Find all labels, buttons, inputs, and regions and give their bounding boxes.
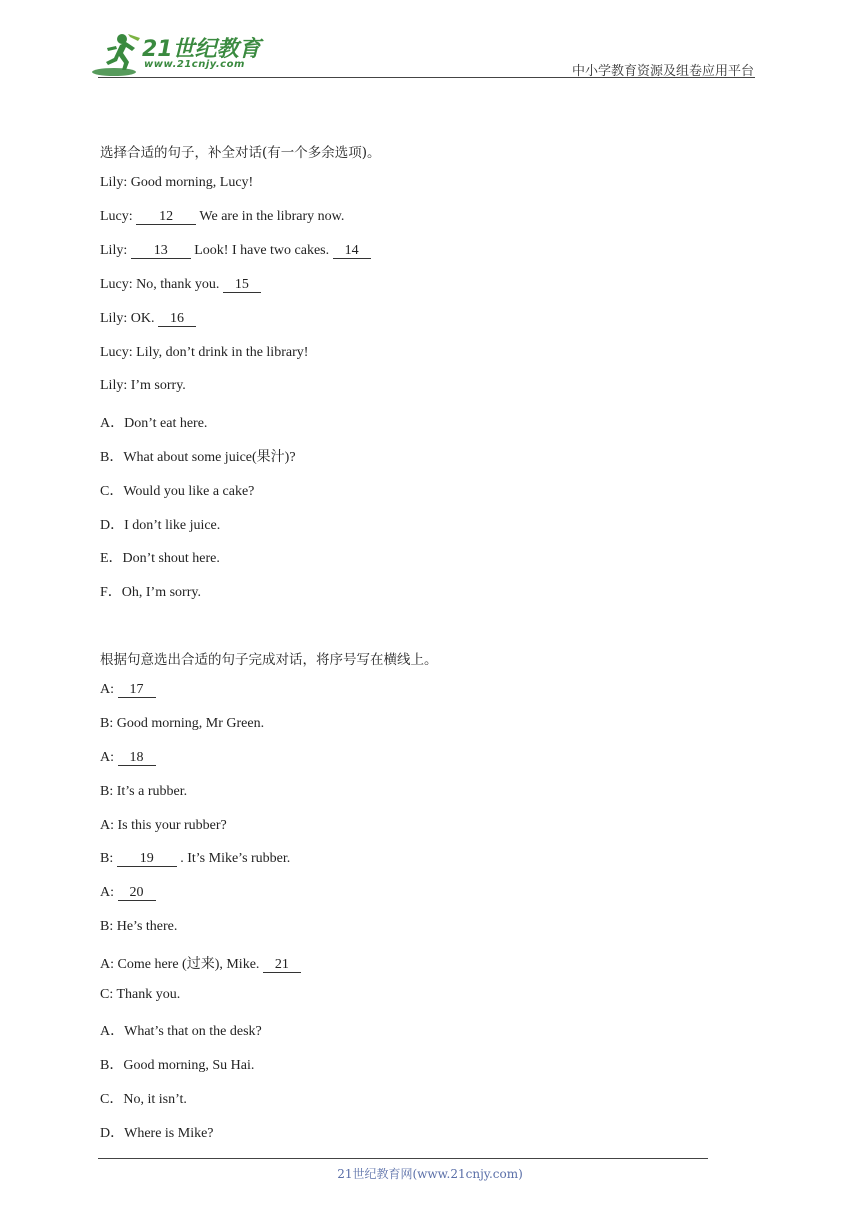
speaker-text: A: (100, 750, 118, 765)
dialogue-line (100, 243, 371, 259)
speaker-text: B: (100, 851, 117, 866)
option-item: B．Good morning, Su Hai. (100, 1058, 255, 1073)
dialogue-line: C: Thank you. (100, 987, 181, 1002)
section1-instruction: 选择合适的句子，补全对话(有一个多余选项)。 (100, 145, 381, 161)
footer-link[interactable]: 21世纪教育网(www.21cnjy.com) (337, 1167, 523, 1181)
answer-blank-17[interactable]: 17 (118, 683, 156, 698)
option-item: B．What about some juice(果汁)? (100, 450, 296, 465)
dialogue-text: Lily: OK. (100, 311, 158, 326)
platform-name: 中小学教育资源及组卷应用平台 (571, 64, 754, 79)
option-item: F．Oh, I’m sorry. (100, 585, 201, 600)
dialogue-line (100, 277, 261, 293)
dialogue-text: Lucy: No, thank you. (100, 277, 223, 292)
answer-blank-14[interactable]: 14 (333, 244, 371, 259)
dialogue-line: Lily: I’m sorry. (100, 378, 186, 393)
logo-url: www.21cnjy.com (144, 59, 245, 70)
speaker-text: A: (100, 682, 118, 697)
dialogue-text: Look! I have two cakes. (194, 243, 333, 258)
option-item: A．What’s that on the desk? (100, 1024, 262, 1039)
dialogue-line: Lucy: Lily, don’t drink in the library! (100, 345, 309, 360)
dialogue-line (100, 851, 290, 867)
answer-blank-12[interactable]: 12 (136, 210, 196, 225)
dialogue-line (100, 750, 156, 766)
dialogue-line: B: Good morning, Mr Green. (100, 716, 265, 731)
answer-blank-15[interactable]: 15 (223, 278, 261, 293)
speaker-text: Lucy: (100, 209, 137, 224)
answer-blank-21[interactable]: 21 (263, 958, 301, 973)
answer-blank-13[interactable]: 13 (131, 244, 191, 259)
option-item: D．Where is Mike? (100, 1126, 214, 1141)
dialogue-line (100, 209, 344, 225)
answer-blank-18[interactable]: 18 (118, 751, 156, 766)
option-item: C．No, it isn’t. (100, 1092, 187, 1107)
option-item: D．I don’t like juice. (100, 518, 221, 533)
option-item: E．Don’t shout here. (100, 551, 220, 566)
dialogue-line (100, 885, 156, 901)
speaker-text: Lily: (100, 243, 131, 258)
option-item: C．Would you like a cake? (100, 484, 255, 499)
dialogue-line: B: He’s there. (100, 919, 178, 934)
speaker-text: A: (100, 885, 118, 900)
logo-title: 21世纪教育 (142, 37, 261, 62)
dialogue-line: Lily: Good morning, Lucy! (100, 175, 254, 190)
header-divider (98, 77, 755, 78)
dialogue-line (100, 682, 156, 698)
site-logo[interactable] (92, 32, 262, 78)
answer-blank-16[interactable]: 16 (158, 312, 196, 327)
dialogue-line (100, 953, 301, 973)
section2-instruction: 根据句意选出合适的句子完成对话，将序号写在横线上。 (100, 652, 438, 668)
page-header (0, 0, 860, 90)
dialogue-line: A: Is this your rubber? (100, 818, 227, 833)
dialogue-line (100, 311, 196, 327)
answer-blank-19[interactable]: 19 (117, 852, 177, 867)
footer-divider (98, 1158, 708, 1159)
dialogue-text: A: Come here (过来), Mike. (100, 957, 263, 972)
dialogue-line: B: It’s a rubber. (100, 784, 188, 799)
runner-logo-icon (92, 32, 142, 78)
option-item: A．Don’t eat here. (100, 416, 208, 431)
dialogue-text: We are in the library now. (199, 209, 345, 224)
dialogue-text: . It’s Mike’s rubber. (180, 851, 291, 866)
answer-blank-20[interactable]: 20 (118, 886, 156, 901)
